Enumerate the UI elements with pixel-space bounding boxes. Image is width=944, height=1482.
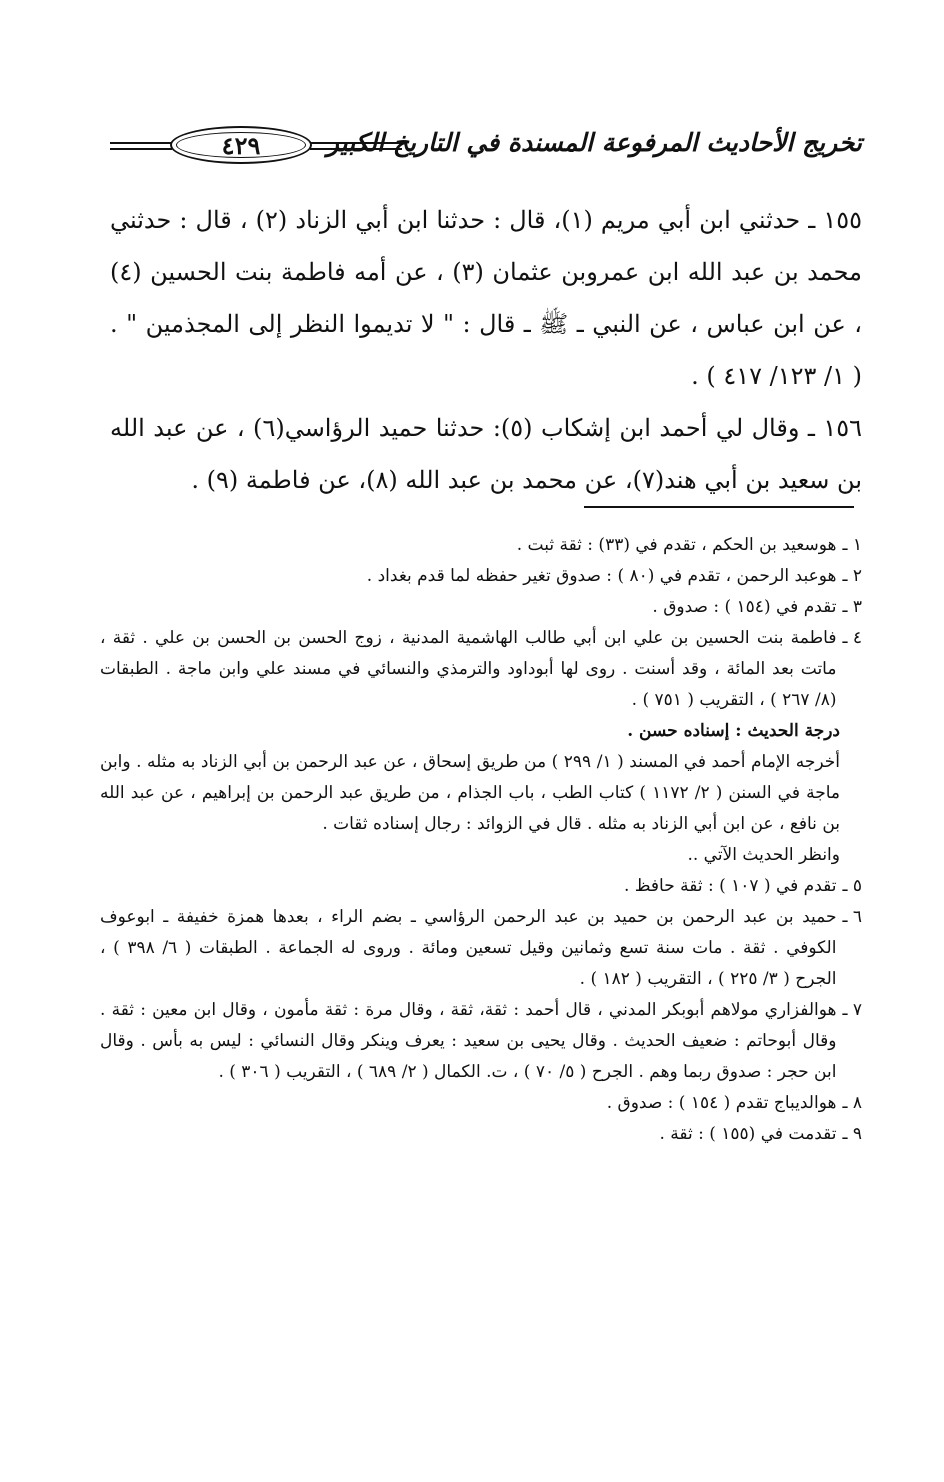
footnote-text: تقدم في ( ١٠٧ ) : ثقة حافظ . xyxy=(623,876,837,896)
page-number: ٤٢٩ xyxy=(221,130,261,160)
footnote-text: هوالديباج تقدم ( ١٥٤ ) : صدوق . xyxy=(606,1093,837,1113)
header-rule-bottom xyxy=(110,148,172,150)
footnote-text: تقدمت في (١٥٥ ) : ثقة . xyxy=(659,1124,837,1144)
footnote-number: ٧ ـ xyxy=(842,1000,862,1020)
footnote-number: ٨ ـ xyxy=(842,1093,862,1113)
footnote-8 xyxy=(100,1088,862,1119)
header-rule-top xyxy=(110,142,172,144)
footnote-3 xyxy=(100,592,862,623)
footnote-number: ٤ ـ xyxy=(842,628,862,648)
hadith-155: ١٥٥ ـ حدثني ابن أبي مريم (١)، قال : حدثنا ابن أبي الزناد (٢) ، قال : حدثني محمد بن عبد الله ابن عمروبن عثمان (٣) ، عن أمه فاطمة بنت الحسين (٤) ، عن ابن عباس ، عن النبي ـ ﷺ ـ قال : " لا تديموا النظر إلى المجذمين " . ( ١/ ١٢٣/ ٤١٧ ) . xyxy=(110,206,862,390)
footnote-number: ٣ ـ xyxy=(842,597,862,617)
footnotes xyxy=(100,530,862,1150)
footnote-number: ٦ ـ xyxy=(842,907,862,927)
hadith-grade: درجة الحديث : إسناده حسن . xyxy=(627,721,840,741)
footnote-separator xyxy=(584,506,854,508)
footnote-7 xyxy=(100,995,862,1088)
footnote-6 xyxy=(100,902,862,995)
footnote-text: تقدم في (١٥٤ ) : صدوق . xyxy=(652,597,837,617)
footnote-text: هوسعيد بن الحكم ، تقدم في (٣٣) : ثقة ثبت . xyxy=(516,535,837,555)
footnote-number: ٥ ـ xyxy=(842,876,862,896)
hadith-156: ١٥٦ ـ وقال لي أحمد ابن إشكاب (٥): حدثنا حميد الرؤاسي(٦) ، عن عبد الله بن سعيد بن أبي هند(٧)، عن محمد بن عبد الله (٨)، عن فاطمة (٩) . xyxy=(110,414,862,494)
footnote-text: هوعبد الرحمن ، تقدم في (٨٠ ) : صدوق تغير حفظه لما قدم بغداد . xyxy=(366,566,837,586)
page-header xyxy=(110,120,862,176)
footnote-2 xyxy=(100,561,862,592)
footnote-9 xyxy=(100,1119,862,1150)
footnote-text: فاطمة بنت الحسين بن علي ابن أبي طالب الهاشمية المدنية ، زوج الحسن بن الحسن بن علي . ثقة ، ماتت بعد المائة ، وقد أسنت . روى لها أبوداود والترمذي والنسائي في مسند علي وابن ماجة . الطبقات (٨/ ٢٦٧ ) ، التقريب ( ٧٥١ ) . xyxy=(100,628,837,710)
footnote-1 xyxy=(100,530,862,561)
footnote-text: حميد بن عبد الرحمن بن حميد بن عبد الرحمن الرؤاسي ـ بضم الراء ، بعدها همزة خفيفة ـ ابوعوف الكوفي . ثقة . مات سنة تسع وثمانين وقيل تسعين ومائة . وروى له الجماعة . الطبقات ( ٦/ ٣٩٨ ) ، الجرح ( ٣/ ٢٢٥ ) ، التقريب ( ١٨٢ ) . xyxy=(100,907,837,989)
running-title: تخريج الأحاديث المرفوعة المسندة في التاريخ الكبير xyxy=(326,128,862,157)
takhrij-text: أخرجه الإمام أحمد في المسند ( ١/ ٢٩٩ ) من طريق إسحاق ، عن عبد الرحمن بن أبي الزناد به مثله . وابن ماجة في السنن ( ٢/ ١١٧٢ ) كتاب الطب ، باب الجذام ، من طريق عبد الرحمن بن إبراهيم ، عن عبد الله بن نافع ، عن ابن أبي الزناد به مثله . قال في الزوائد : رجال إسناده ثقات . xyxy=(100,752,840,834)
footnote-text: هوالفزاري مولاهم أبوبكر المدني ، قال أحمد : ثقة، ثقة ، وقال مرة : ثقة مأمون ، وقال ابن معين : ثقة . وقال أبوحاتم : ضعيف الحديث . وقال يحيى بن سعيد : يعرف وينكر وقال النسائي : ليس به بأس . وقال ابن حجر : صدوق ربما وهم . الجرح ( ٥/ ٧٠ ) ، ت. الكمال ( ٢/ ٦٨٩ ) ، التقريب ( ٣٠٦ ) . xyxy=(100,1000,837,1082)
footnote-number: ٢ ـ xyxy=(842,566,862,586)
see-next-hadith: وانظر الحديث الآتي .. xyxy=(687,845,840,865)
footnote-number: ٩ ـ xyxy=(842,1124,862,1144)
footnote-4 xyxy=(100,623,862,716)
page-number-frame xyxy=(170,126,312,164)
footnote-number: ١ ـ xyxy=(842,535,862,555)
main-text xyxy=(110,194,862,506)
footnote-5 xyxy=(100,871,862,902)
